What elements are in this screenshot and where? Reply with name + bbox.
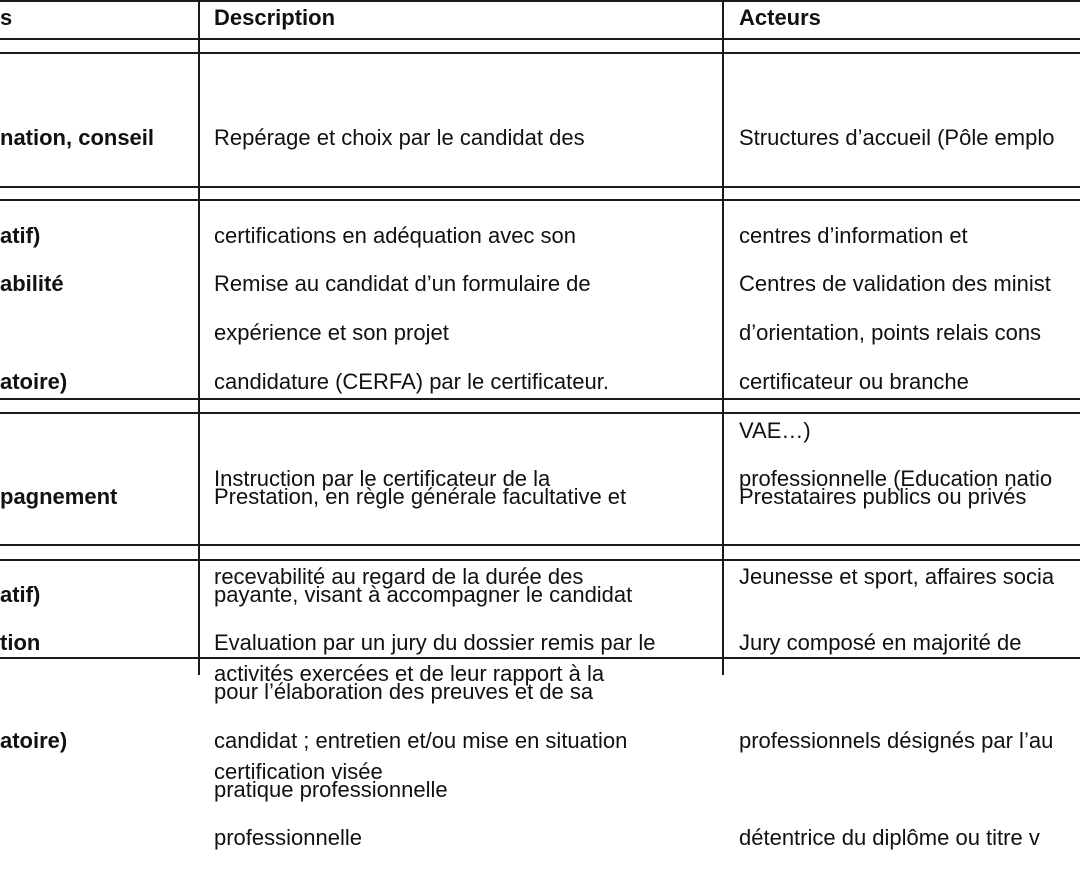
actors-line: professionnels désignés par l’au <box>739 727 1054 753</box>
table-row-4-description <box>214 562 655 887</box>
header-description: Description <box>214 5 336 30</box>
table-row-4-actors <box>739 562 1053 887</box>
description-line: Remise au candidat d’un formulaire de <box>214 271 591 296</box>
description-line: payante, visant à accompagner le candidat <box>214 581 633 607</box>
actors-line: VAE…) <box>739 417 811 443</box>
stage-line: atif) <box>0 581 41 607</box>
description-line: pratique professionnelle <box>214 776 448 802</box>
description-line: professionnelle <box>214 825 362 850</box>
stage-line: nation, conseil <box>0 125 155 150</box>
description-line: certifications en adéquation avec son <box>214 222 577 248</box>
description-line: certification visée <box>214 758 383 784</box>
stage-line: atoire) <box>0 727 68 753</box>
actors-line: d’orientation, points relais cons <box>739 320 1042 345</box>
column-divider-1 <box>198 0 200 675</box>
description-line: recevabilité au regard de la durée des <box>214 563 584 589</box>
description-line: candidat ; entretien et/ou mise en situation <box>214 727 628 753</box>
table-row-4-stage <box>0 562 67 790</box>
actors-line: Structures d’accueil (Pôle emplo <box>739 125 1055 150</box>
column-divider-2 <box>722 0 724 675</box>
header-actors: Acteurs <box>739 5 821 30</box>
stage-line: tion <box>0 630 41 655</box>
stage-line: atoire) <box>0 368 68 394</box>
row-divider <box>0 52 1080 54</box>
description-line: expérience et son projet <box>214 320 449 345</box>
header-stage: s <box>0 5 13 30</box>
actors-line: détentrice du diplôme ou titre v <box>739 825 1040 850</box>
actors-line: professionnelle (Education natio <box>739 466 1053 491</box>
actors-line: Prestataires publics ou privés <box>739 484 1027 509</box>
description-line: Prestation, en règle générale facultative et <box>214 484 627 509</box>
description-line: Repérage et choix par le candidat des <box>214 125 585 150</box>
table-row-3-actors <box>739 416 1026 546</box>
stage-line: pagnement <box>0 484 118 509</box>
table-row-2-stage <box>0 203 67 431</box>
actors-line: centres d’information et <box>739 222 968 248</box>
actors-line: Centres de validation des minist <box>739 271 1051 296</box>
description-line: candidature (CERFA) par le certificateur. <box>214 368 609 394</box>
row-divider <box>0 38 1080 40</box>
description-line: activités exercées et de leur rapport à la <box>214 661 605 686</box>
description-line: pour l’élaboration des preuves et de sa <box>214 679 594 704</box>
description-line: Instruction par le certificateur de la <box>214 466 551 491</box>
stage-line: atif) <box>0 222 41 248</box>
row-divider <box>0 0 1080 2</box>
actors-line: Jeunesse et sport, affaires socia <box>739 563 1055 589</box>
actors-line: Jury composé en majorité de <box>739 630 1022 655</box>
actors-line: certificateur ou branche <box>739 368 969 394</box>
stage-line: abilité <box>0 271 64 296</box>
description-line: Evaluation par un jury du dossier remis par le <box>214 630 656 655</box>
